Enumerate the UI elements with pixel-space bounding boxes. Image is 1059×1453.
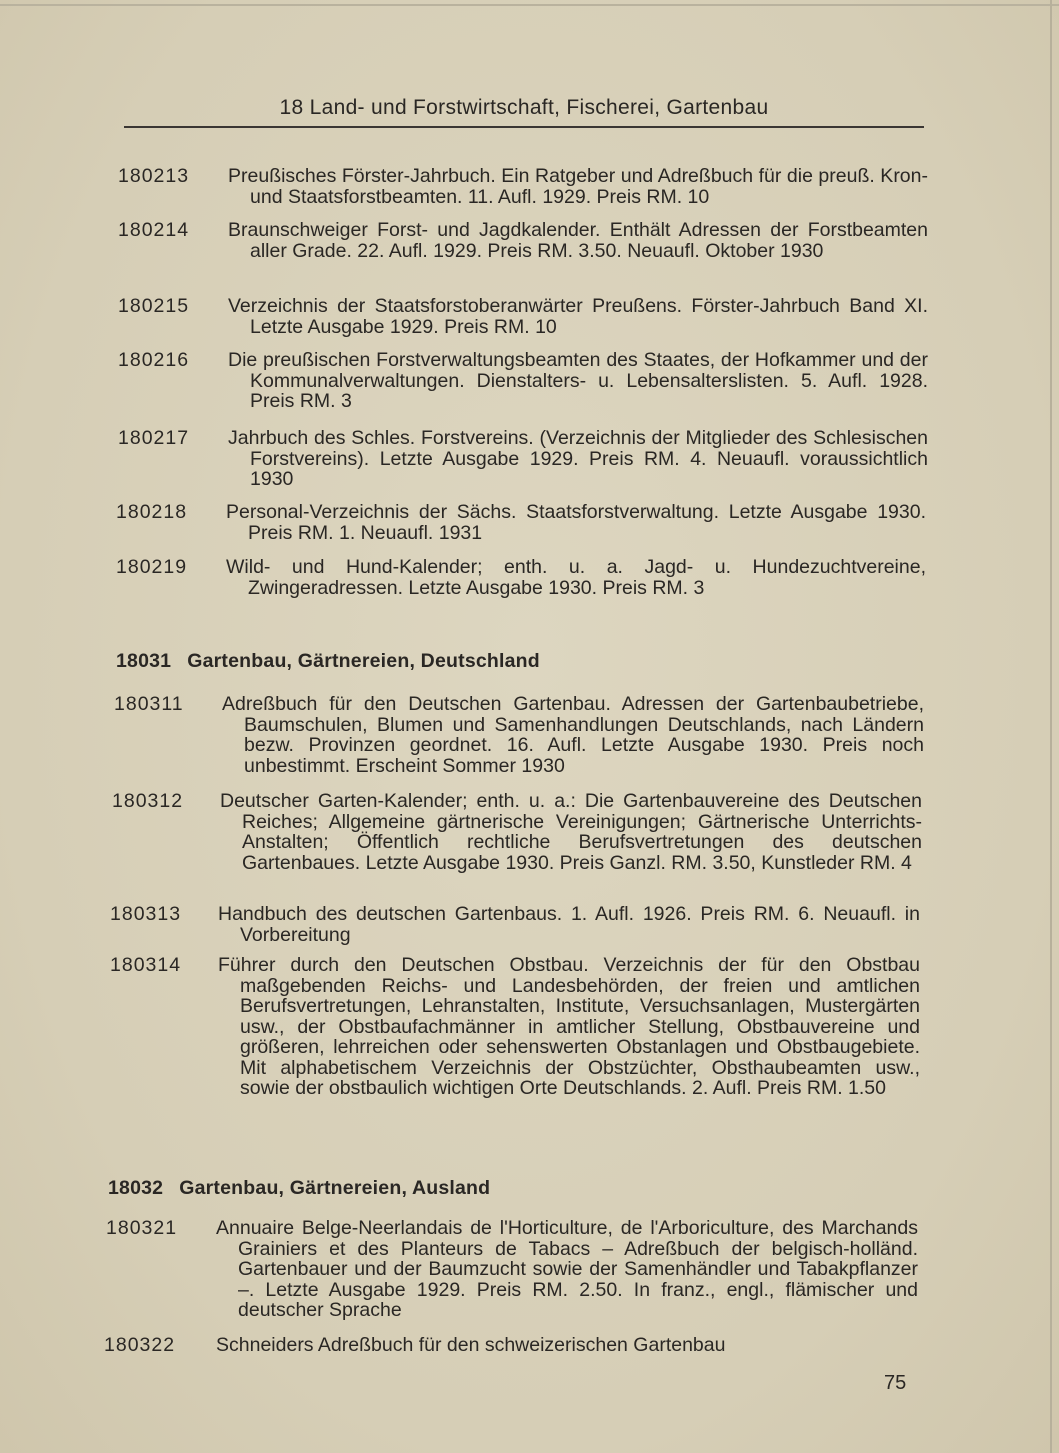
section-code: 18031 [116, 650, 172, 672]
entry-text: Führer durch den Deutschen Obstbau. Verzeichnis der für den Obstbau maßgebenden Reichs- und Landesbehörden, der freien und amtlichen Berufsvertretungen, Lehranstalten, Institute, Versuchsanlagen, Mustergärten usw., der Obstbaufachmänner in amtlicher Stellung, Obstbauvereine und größeren, lehrreichen oder sehenswerten Obstanlagen und Obstbaugebiete. Mit alphabetischem Verzeichnis der Obstzüchter, Obsthaubeamten usw., sowie der obstbaulich wichtigen Orte Deutschlands. 2. Aufl. Preis RM. 1.50 [218, 954, 920, 1099]
entry-number: 180215 [118, 295, 190, 317]
entry-text: Wild- und Hund-Kalender; enth. u. a. Jagd- u. Hundezuchtvereine, Zwingeradressen. Letzte Ausgabe 1930. Preis RM. 3 [226, 556, 926, 599]
entry-number: 180213 [118, 165, 190, 187]
entry-number: 180313 [110, 903, 182, 925]
entry-text: Die preußischen Forstverwaltungsbeamten des Staates, der Hofkammer und der Kommunalverwaltungen. Dienstalters- u. Lebensalterslisten. 5. Aufl. 1928. Preis RM. 3 [228, 349, 928, 412]
entry-text: Adreßbuch für den Deutschen Gartenbau. Adressen der Gartenbaubetriebe, Baumschulen, Blumen und Samenhandlungen Deutschlands, nach Ländern bezw. Provinzen geordnet. 16. Aufl. Letzte Ausgabe 1930. Preis noch unbestimmt. Erscheint Sommer 1930 [222, 693, 924, 777]
section-title: Gartenbau, Gärtnereien, Deutschland [187, 650, 540, 672]
header-rule [124, 126, 924, 128]
entry-text: Annuaire Belge-Neerlandais de l'Horticulture, de l'Arboriculture, des Marchands Grainiers et des Planteurs de Tabacs – Adreßbuch der belgisch-holländ. Gartenbauer und der Baumzucht sowie der Samenhändler und Tabakpflanzer –. Letzte Ausgabe 1929. Preis RM. 2.50. In franz., engl., flämischer und deutscher Sprache [216, 1217, 918, 1321]
entry-number: 180217 [118, 427, 190, 449]
page-number: 75 [884, 1372, 907, 1394]
section-heading-18031 [116, 650, 540, 673]
top-edge-line [0, 4, 1059, 6]
entry-number: 180219 [116, 556, 188, 578]
entry-number: 180314 [110, 954, 182, 976]
section-title: Gartenbau, Gärtnereien, Ausland [179, 1177, 491, 1199]
entry-number: 180322 [104, 1334, 176, 1356]
entry-number: 180312 [112, 790, 184, 812]
entry-number: 180214 [118, 219, 190, 241]
entry-number: 180216 [118, 349, 190, 371]
section-code: 18032 [108, 1177, 164, 1199]
entry-text: Verzeichnis der Staatsforstoberanwärter Preußens. Förster-Jahrbuch Band XI. Letzte Ausgabe 1929. Preis RM. 10 [228, 295, 928, 338]
entry-text: Jahrbuch des Schles. Forstvereins. (Verzeichnis der Mitglieder des Schlesischen Forstvereins). Letzte Ausgabe 1929. Preis RM. 4. Neuaufl. voraussichtlich 1930 [228, 427, 928, 490]
entry-number: 180218 [116, 501, 188, 523]
entry-text: Deutscher Garten-Kalender; enth. u. a.: Die Gartenbauvereine des Deutschen Reiches; Allgemeine gärtnerische Vereinigungen; Gärtnerische Unterrichts-Anstalten; Öffentlich rechtliche Berufsvertretungen des deutschen Gartenbaues. Letzte Ausgabe 1930. Preis Ganzl. RM. 3.50, Kunstleder RM. 4 [220, 790, 922, 874]
entry-text: Braunschweiger Forst- und Jagdkalender. Enthält Adressen der Forstbeamten aller Grade. 22. Aufl. 1929. Preis RM. 3.50. Neuaufl. Oktober 1930 [228, 219, 928, 262]
entry-text: Preußisches Förster-Jahrbuch. Ein Ratgeber und Adreßbuch für die preuß. Kron- und Staatsforstbeamten. 11. Aufl. 1929. Preis RM. 10 [228, 165, 928, 208]
section-heading-18032 [108, 1177, 490, 1200]
entry-number: 180311 [114, 693, 184, 715]
page-header: 18 Land- und Forstwirtschaft, Fischerei, Gartenbau [279, 96, 769, 119]
entry-number: 180321 [106, 1217, 178, 1239]
entry-text: Handbuch des deutschen Gartenbaus. 1. Aufl. 1926. Preis RM. 6. Neuaufl. in Vorbereitung [218, 903, 920, 946]
right-edge-line [1050, 0, 1052, 1453]
entry-text: Schneiders Adreßbuch für den schweizerischen Gartenbau [216, 1334, 726, 1356]
entry-text: Personal-Verzeichnis der Sächs. Staatsforstverwaltung. Letzte Ausgabe 1930. Preis RM. 1. Neuaufl. 1931 [226, 501, 926, 544]
